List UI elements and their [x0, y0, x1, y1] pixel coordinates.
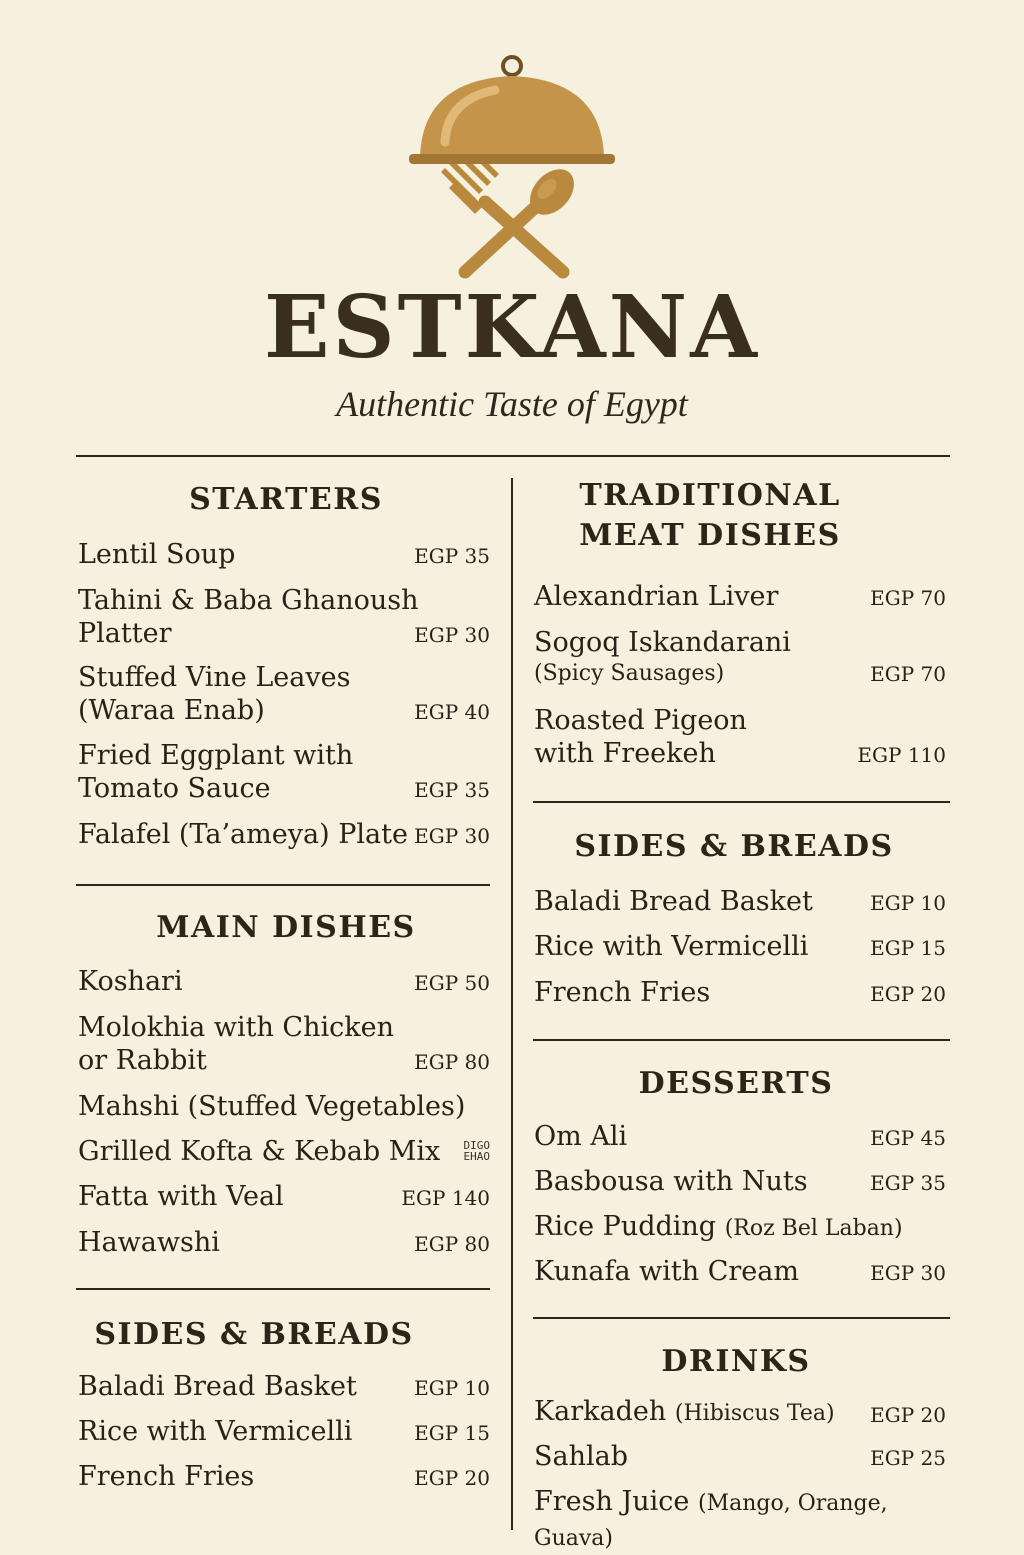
menu-item: Koshari EGP 50 [78, 966, 490, 997]
item-price: EGP 110 [857, 743, 946, 767]
menu-item: Karkadeh (Hibiscus Tea) EGP 20 [534, 1396, 946, 1427]
item-price: EGP 10 [414, 1376, 490, 1400]
header-divider [76, 455, 950, 457]
section-title-meat: TRADITIONAL MEAT DISHES [579, 478, 841, 553]
menu-item: Mahshi (Stuffed Vegetables) [78, 1091, 466, 1122]
menu-item: Falafel (Ta’ameya) Plate EGP 30 [78, 819, 490, 850]
section-divider [533, 801, 950, 803]
menu-item: Fried Eggplant with Tomato Sauce EGP 35 [78, 740, 490, 804]
item-price: EGP 80 [414, 1232, 490, 1256]
column-divider [511, 478, 513, 1530]
item-price: EGP 20 [870, 1403, 946, 1427]
menu-item: Kunafa with Cream EGP 30 [534, 1256, 946, 1287]
garbled-price: DIGO EHAO [463, 1139, 490, 1163]
menu-item: Stuffed Vine Leaves (Waraa Enab) EGP 40 [78, 662, 490, 726]
menu-item: Fatta with Veal EGP 140 [78, 1181, 490, 1212]
menu-item: Tahini & Baba Ghanoush Platter EGP 30 [78, 585, 490, 649]
restaurant-name: ESTKANA [264, 277, 760, 378]
item-price: EGP 40 [414, 700, 490, 724]
menu-item: Roasted Pigeon with Freekeh EGP 110 [534, 705, 946, 769]
section-title-sides-left: SIDES & BREADS [94, 1317, 414, 1352]
menu-item: Hawawshi EGP 80 [78, 1227, 490, 1258]
menu-item: Basbousa with Nuts EGP 35 [534, 1166, 946, 1197]
menu-item: Grilled Kofta & Kebab Mix DIGO EHAO [78, 1136, 490, 1167]
item-price: EGP 50 [414, 971, 490, 995]
item-price: EGP 15 [414, 1421, 490, 1445]
item-price: EGP 30 [414, 623, 490, 647]
menu-item: Rice Pudding (Roz Bel Laban) [534, 1211, 903, 1242]
item-price: EGP 70 [870, 586, 946, 610]
menu-item: Sahlab EGP 25 [534, 1441, 946, 1472]
item-price: EGP 30 [870, 1261, 946, 1285]
menu-item: Baladi Bread Basket EGP 10 [78, 1371, 490, 1402]
menu-item: Om Ali EGP 45 [534, 1121, 946, 1152]
section-title-starters: STARTERS [189, 482, 383, 517]
menu-item: Molokhia with Chicken or Rabbit EGP 80 [78, 1012, 490, 1076]
item-price: EGP 70 [870, 662, 946, 686]
cloche-fork-spoon-icon [405, 52, 619, 280]
item-price: EGP 35 [414, 778, 490, 802]
item-price: EGP 20 [870, 982, 946, 1006]
section-divider [533, 1039, 950, 1041]
section-title-desserts: DESSERTS [638, 1066, 834, 1101]
section-divider [76, 1288, 490, 1290]
menu-item: Rice with Vermicelli EGP 15 [78, 1416, 490, 1447]
item-price: EGP 35 [414, 544, 490, 568]
item-price: EGP 25 [870, 1446, 946, 1470]
item-price: EGP 30 [414, 824, 490, 848]
item-price: EGP 20 [414, 1466, 490, 1490]
menu-item: French Fries EGP 20 [78, 1461, 490, 1492]
tagline: Authentic Taste of Egypt [336, 384, 688, 424]
item-price: EGP 35 [870, 1171, 946, 1195]
menu-item: Baladi Bread Basket EGP 10 [534, 886, 946, 917]
section-title-main-dishes: MAIN DISHES [156, 910, 416, 945]
menu-item: French Fries EGP 20 [534, 977, 946, 1008]
item-price: EGP 140 [401, 1186, 490, 1210]
item-price: EGP 45 [870, 1126, 946, 1150]
menu-item: Alexandrian Liver EGP 70 [534, 581, 946, 612]
item-price: EGP 10 [870, 891, 946, 915]
menu-item: Rice with Vermicelli EGP 15 [534, 931, 946, 962]
section-divider [76, 884, 490, 886]
section-title-drinks: DRINKS [661, 1344, 811, 1379]
menu-item: Fresh Juice (Mango, Orange, Guava) [534, 1486, 888, 1551]
menu-item: Sogoq Iskandarani (Spicy Sausages) EGP 70 [534, 627, 946, 686]
section-divider [533, 1317, 950, 1319]
item-price: EGP 80 [414, 1050, 490, 1074]
section-title-sides-right: SIDES & BREADS [574, 829, 894, 864]
item-price: EGP 15 [870, 936, 946, 960]
menu-item: Lentil Soup EGP 35 [78, 539, 490, 570]
